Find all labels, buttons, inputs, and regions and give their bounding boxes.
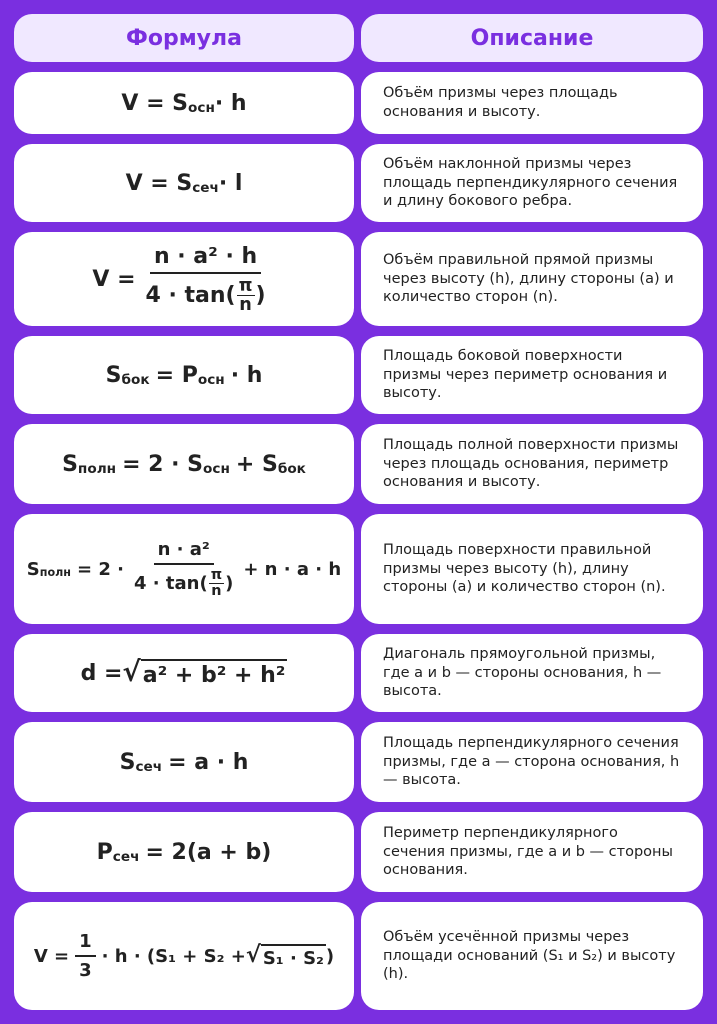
formula-cell (14, 722, 354, 802)
description-text: Объём наклонной призмы через площадь перпендикулярного сечения и длину бокового ребра. (383, 156, 678, 210)
description-cell (361, 722, 703, 802)
description-text: Площадь перпендикулярного сечения призмы, где a — сторона основания, h — высота. (383, 735, 680, 789)
description-column-header: Описание (361, 14, 703, 62)
formula-cell (14, 424, 354, 504)
formula-cell (14, 634, 354, 712)
description-text: Объём правильной прямой призмы через высоту (h), длину стороны (a) и количество сторон (n). (383, 252, 674, 306)
description-text: Объём призмы через площадь основания и высоту. (383, 85, 618, 120)
description-text: Диагональ прямоугольной призмы, где a и b — стороны основания, h — высота. (383, 646, 662, 700)
formula-oblique-prism-volume: V = S сеч · l (125, 170, 243, 196)
formula-cell (14, 514, 354, 624)
description-cell (361, 812, 703, 892)
description-cell (361, 144, 703, 222)
description-cell (361, 232, 703, 326)
description-text: Площадь полной поверхности призмы через площадь основания, периметр основания и высоту. (383, 437, 679, 491)
formula-diagonal: d = √ a² + b² + h² (80, 655, 286, 688)
formula-cell (14, 336, 354, 414)
formula-cell (14, 72, 354, 134)
formula-lateral-surface: S бок = P осн · h (105, 362, 263, 388)
formula-cell (14, 902, 354, 1010)
formula-regular-prism-surface: S полн = 2 · n · a² 4 · tan( π n ) + n · a · h (26, 538, 342, 599)
description-text: Объём усечённой призмы через площади оснований (S₁ и S₂) и высоту (h). (383, 929, 676, 983)
formula-prism-volume-base-height: V = S осн · h (121, 90, 247, 116)
description-cell (361, 514, 703, 624)
formula-cell (14, 144, 354, 222)
formula-truncated-prism-volume: V = $\frac{1}{3}$ · h · (S₁ + S₂ + √ S₁ · S₂ ) (33, 931, 335, 981)
formula-cell (14, 812, 354, 892)
description-cell (361, 424, 703, 504)
formula-cell (14, 232, 354, 326)
formula-regular-prism-volume: V = n · a² · h 4 · tan( π n ) (92, 243, 266, 315)
description-text: Площадь боковой поверхности призмы через периметр основания и высоту. (383, 348, 668, 402)
formula-total-surface: S полн = 2 · S осн + S бок (62, 451, 306, 477)
formula-section-area: S сеч = a · h (119, 749, 249, 775)
formula-section-perimeter: P сеч = 2(a + b) (96, 839, 272, 865)
description-text: Периметр перпендикулярного сечения призмы, где a и b — стороны основания. (383, 825, 673, 879)
description-text: Площадь поверхности правильной призмы через высоту (h), длину стороны (a) и количество сторон (n). (383, 542, 666, 596)
description-cell (361, 902, 703, 1010)
formula-column-header: Формула (14, 14, 354, 62)
description-cell (361, 634, 703, 712)
description-cell (361, 72, 703, 134)
description-cell (361, 336, 703, 414)
